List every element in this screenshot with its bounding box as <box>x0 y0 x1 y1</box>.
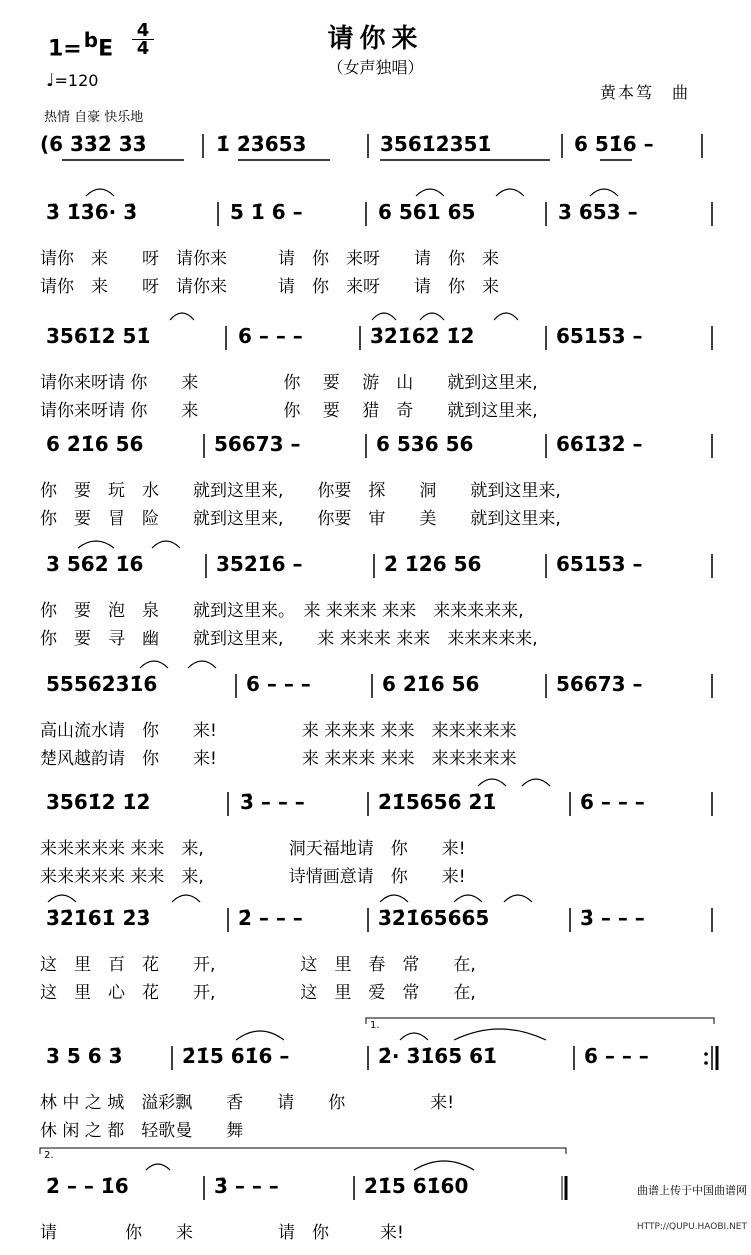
bar-2: 6 – – – <box>246 672 311 696</box>
lyrics-verse-2: 休 闲 之 都 轻歌曼 舞 <box>40 1121 244 1141</box>
lyrics-verse-1: 你 要 泡 泉 就到这里来。 来 来来来 来来 来来来来来, <box>40 601 524 621</box>
bar-4: 65153 – <box>556 324 643 348</box>
lyrics-verse-1: 来来来来来 来来 来, 洞天福地请 你 来! <box>40 839 466 859</box>
bar-2: 2̇ – – – <box>238 906 303 930</box>
bar-3: 3̇2̇1̇62̇ 1̇2̇ <box>370 324 475 348</box>
lyrics-verse-2: 楚风越韵请 你 来! 来 来来来 来来 来来来来来 <box>40 749 517 769</box>
barlines <box>0 132 751 172</box>
bar-4: 3̇ – – – <box>580 906 645 930</box>
bar-3: 3561̇2̇351̇ <box>380 132 492 156</box>
tempo-marking <box>46 70 98 91</box>
watermark-line-1: 曲谱上传于中国曲谱网 <box>637 1184 747 1197</box>
bar-1: 3̇ 1̇3̇6· 3̇ <box>46 200 138 224</box>
bar-2: 3̇ – – – <box>240 790 305 814</box>
barlines <box>0 552 751 592</box>
bar-2: 6 – – – <box>238 324 303 348</box>
flat-sign: b <box>83 28 99 52</box>
lyrics-verse-2: 请你 来 呀 请你来 请 你 来呀 请 你 来 <box>40 277 499 297</box>
bar-3: 2̇1̇5656 2̇1̇ <box>378 790 497 814</box>
barlines <box>0 906 751 946</box>
bar-3: 6 536 56 <box>376 432 474 456</box>
watermark-url: HTTP://QUPU.HAOBI.NET <box>636 1222 747 1232</box>
barlines <box>0 200 751 240</box>
bar-1: 3 5 6 3̇ <box>46 1044 123 1068</box>
song-title: 请你来 <box>327 24 424 54</box>
bar-3: 2̇ 1̇2̇6 56 <box>384 552 482 576</box>
bar-2: 3̇ – – – <box>214 1174 279 1198</box>
bar-1: 2̇ – – 1̇6 <box>46 1174 129 1198</box>
bar-1: 3̇2̇1̇61̇ 2̇3̇ <box>46 906 151 930</box>
lyrics-verse-2: 这 里 心 花 开, 这 里 爱 常 在, <box>40 983 476 1003</box>
bar-1: (6 3̇3̇2̇ 3̇3̇ <box>40 132 147 156</box>
key-note: E <box>98 36 114 62</box>
bar-2: 2̇1̇5 61̇6 – <box>182 1044 290 1068</box>
bar-3: 3̇2̇1̇65665 <box>378 906 490 930</box>
bar-1: 6 2̇1̇6 56 <box>46 432 144 456</box>
key-label: 1= <box>48 36 82 62</box>
bar-1: 3 562̇ 1̇6 <box>46 552 144 576</box>
bar-4: 6 – – – <box>584 1044 649 1068</box>
song-subtitle: （女声独唱） <box>327 58 424 77</box>
barlines <box>0 790 751 830</box>
barlines <box>0 672 751 712</box>
site-watermark <box>637 1161 747 1245</box>
barlines <box>0 432 751 472</box>
lyrics-verse-2: 来来来来来 来来 来, 诗情画意请 你 来! <box>40 867 466 887</box>
tempo-value: =120 <box>54 71 99 90</box>
bar-4: 3 653 – <box>558 200 638 224</box>
lyrics-verse-1: 请 你 来 请 你 来! <box>40 1223 404 1243</box>
lyrics-verse-2: 请你来呀请 你 来 你 要 猎 奇 就到这里来, <box>40 401 538 421</box>
bar-2: 1̇ 2̇3̇653 <box>216 132 307 156</box>
bar-2: 5 1̇ 6 – <box>230 200 303 224</box>
bar-4: 6 – – – <box>580 790 645 814</box>
bar-1: 3561̇2 51̇ <box>46 324 151 348</box>
bar-4: 65153 – <box>556 552 643 576</box>
lyrics-verse-2: 你 要 寻 幽 就到这里来, 来 来来来 来来 来来来来来, <box>40 629 538 649</box>
lyrics-verse-1: 请你来呀请 你 来 你 要 游 山 就到这里来, <box>40 373 538 393</box>
bar-4: 661̇3̇2̇ – <box>556 432 643 456</box>
composer: 黄本笃 曲 <box>600 83 691 102</box>
bar-2: 56673 – <box>214 432 301 456</box>
bar-4: 56673 – <box>556 672 643 696</box>
lyrics-verse-1: 林 中 之 城 溢彩飘 香 请 你 来! <box>40 1093 455 1113</box>
bar-4: 6 51̇6 – <box>574 132 654 156</box>
bar-3: 6 561 65 <box>378 200 476 224</box>
bar-2: 352̇1̇6 – <box>216 552 303 576</box>
lyrics-verse-2: 你 要 冒 险 就到这里来, 你要 审 美 就到这里来, <box>40 509 561 529</box>
quarter-note-icon: ♩ <box>46 70 55 91</box>
lyrics-verse-1: 你 要 玩 水 就到这里来, 你要 探 洞 就到这里来, <box>40 481 561 501</box>
barlines <box>0 324 751 364</box>
volta-label: 2. <box>44 1150 54 1161</box>
lyrics-verse-1: 这 里 百 花 开, 这 里 春 常 在, <box>40 955 476 975</box>
lyrics-verse-1: 请你 来 呀 请你来 请 你 来呀 请 你 来 <box>40 249 499 269</box>
bar-1: 3561̇2 1̇2̇ <box>46 790 151 814</box>
volta-label: 1. <box>370 1020 380 1031</box>
barlines <box>0 1044 751 1084</box>
time-top: 4 <box>132 22 154 40</box>
expression-marking: 热情 自豪 快乐地 <box>44 110 144 125</box>
lyrics-verse-1: 高山流水请 你 来! 来 来来来 来来 来来来来来 <box>40 721 517 741</box>
bar-3: 2̇· 3̇1̇65 61̇ <box>378 1044 497 1068</box>
time-bottom: 4 <box>136 38 150 59</box>
bar-3: 6 2̇1̇6 56 <box>382 672 480 696</box>
bar-1: 55562̇3̇1̇6 <box>46 672 158 696</box>
bar-3: 2̇1̇5 61̇60 <box>364 1174 469 1198</box>
